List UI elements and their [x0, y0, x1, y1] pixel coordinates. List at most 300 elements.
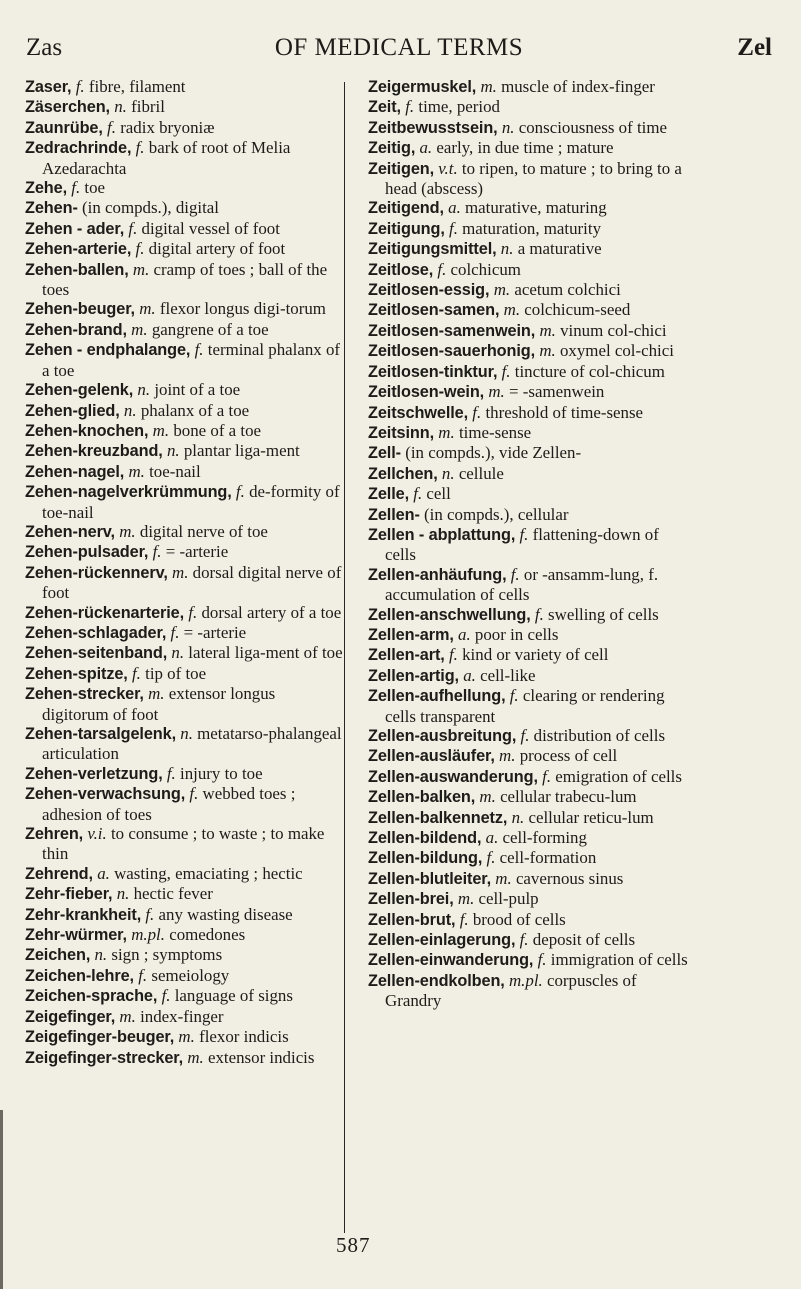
page-edge-shadow	[0, 1110, 3, 1289]
dictionary-entry	[25, 603, 345, 623]
dictionary-entry	[25, 563, 345, 603]
dictionary-entry	[25, 643, 345, 663]
dictionary-entry	[368, 484, 693, 504]
entry-definition: flexor longus digi-torum	[159, 299, 326, 319]
entry-term: Zehen-kreuzband,	[25, 442, 163, 461]
entry-grammar: m.	[128, 461, 145, 481]
entry-definition: comedones	[169, 925, 246, 945]
entry-grammar: m.pl.	[131, 925, 165, 945]
entry-grammar: n.	[500, 239, 514, 259]
dictionary-entry	[25, 864, 345, 884]
entry-definition: radix bryoniæ	[120, 117, 215, 137]
entry-grammar: m.	[187, 1047, 204, 1067]
entry-term: Zellen-bildend,	[368, 829, 482, 848]
entry-definition: maturation, maturity	[462, 218, 602, 238]
entry-grammar: f.	[449, 218, 458, 238]
entry-grammar: f.	[138, 965, 148, 985]
entry-grammar: f.	[235, 482, 245, 502]
entry-term: Zehen-spitze,	[25, 664, 128, 683]
dictionary-entry	[25, 764, 345, 784]
dictionary-entry	[368, 666, 693, 686]
dictionary-entry	[368, 219, 693, 239]
entry-definition: cell-formation	[499, 848, 597, 868]
entry-definition: = -arterie	[183, 622, 247, 642]
dictionary-entry	[25, 401, 345, 421]
entry-grammar: m.	[131, 319, 148, 339]
entry-definition: extensor indicis	[207, 1047, 315, 1067]
entry-definition: bone of a toe	[173, 420, 262, 440]
entry-term: Zehen-rückenarterie,	[25, 603, 185, 622]
entry-definition: cavernous sinus	[515, 868, 624, 888]
dictionary-entry	[368, 605, 693, 625]
dictionary-entry	[25, 462, 345, 482]
dictionary-entry	[25, 118, 345, 138]
dictionary-entry	[368, 930, 693, 950]
entry-grammar: m.	[495, 868, 512, 888]
entry-definition: dorsal digital nerve of foot	[42, 562, 342, 603]
entry-definition: acetum colchici	[514, 280, 621, 300]
entry-definition: distribution of cells	[533, 726, 666, 745]
entry-definition: cell-like	[480, 665, 536, 685]
entry-term: Zaunrübe,	[25, 118, 103, 137]
dictionary-entry	[25, 97, 345, 117]
entry-term: Zehen - ader,	[25, 219, 125, 238]
entry-definition: tincture of col-chicum	[514, 361, 665, 381]
entry-grammar: a.	[448, 198, 461, 218]
entry-term: Zehen-ballen,	[25, 260, 129, 279]
entry-term: Zell-	[368, 444, 401, 463]
entry-grammar: f.	[537, 950, 547, 970]
entry-definition: cellular reticu-lum	[528, 807, 654, 827]
entry-term: Zehen-verletzung,	[25, 764, 163, 783]
entry-grammar: f.	[486, 848, 496, 868]
dictionary-entry	[25, 905, 345, 925]
entry-term: Zellen-art,	[368, 646, 445, 665]
entry-definition: any wasting disease	[158, 904, 293, 924]
entry-grammar: f.	[131, 663, 141, 683]
entry-definition: flattening-down of cells	[385, 524, 659, 565]
dictionary-entry	[368, 686, 693, 726]
dictionary-entry	[368, 159, 693, 199]
entry-term: Zellen-einwanderung,	[368, 951, 534, 970]
page-header	[26, 34, 772, 74]
entry-definition: swelling of cells	[548, 604, 659, 624]
entry-grammar: m.	[539, 320, 556, 340]
dictionary-entry	[368, 403, 693, 423]
entry-term: Zehen-arterie,	[25, 240, 132, 259]
entry-term: Zellen-bildung,	[368, 849, 483, 868]
entry-term: Zellen-anschwellung,	[368, 605, 531, 624]
entry-grammar: f.	[152, 542, 162, 562]
entry-definition: cell-pulp	[478, 889, 539, 909]
entry-term: Zehr-krankheit,	[25, 905, 142, 924]
entry-term: Zeitsinn,	[368, 423, 435, 442]
entry-definition: oxymel col-chici	[559, 341, 674, 361]
entry-term: Zelle,	[368, 485, 410, 504]
dictionary-entry	[368, 464, 693, 484]
entry-definition: plantar liga-ment	[183, 441, 300, 461]
right-column	[368, 77, 693, 1011]
dictionary-entry	[25, 219, 345, 239]
entry-grammar: f.	[188, 602, 198, 622]
entry-grammar: f.	[448, 645, 458, 665]
dictionary-entry	[25, 884, 345, 904]
entry-term: Zehen-tarsalgelenk,	[25, 725, 177, 743]
entry-term: Zehen-schlagader,	[25, 623, 167, 642]
dictionary-entry	[368, 645, 693, 665]
entry-grammar: f.	[135, 138, 145, 158]
entry-term: Zehen-verwachsung,	[25, 785, 186, 804]
column-divider	[344, 82, 345, 1233]
entry-grammar: m.	[503, 300, 521, 320]
dictionary-entry	[25, 260, 345, 300]
entry-term: Zellen - abplattung,	[368, 525, 516, 544]
dictionary-entry	[25, 623, 345, 643]
dictionary-entry	[368, 808, 693, 828]
entry-definition: terminal phalanx of a toe	[42, 340, 341, 380]
dictionary-entry	[25, 925, 345, 945]
entry-definition: de-formity of toe-nail	[42, 482, 340, 522]
entry-grammar: m.	[139, 299, 156, 319]
entry-term: Zehen-glied,	[25, 401, 120, 420]
entry-grammar: f.	[128, 218, 138, 238]
entry-grammar: m.	[488, 382, 505, 402]
entry-grammar: f.	[459, 909, 469, 929]
entry-definition: index-finger	[140, 1006, 224, 1026]
dictionary-entry	[25, 824, 345, 864]
entry-term: Zeitigend,	[368, 199, 444, 218]
entry-term: Zehen-nagelverkrümmung,	[25, 483, 232, 502]
entry-term: Zeigermuskel,	[368, 78, 477, 96]
dictionary-entry	[368, 971, 693, 1011]
entry-term: Zeitbewusstsein,	[368, 118, 498, 137]
dictionary-entry	[368, 565, 693, 605]
dictionary-entry	[368, 767, 693, 787]
entry-term: Zeitig,	[368, 139, 416, 158]
left-column	[25, 77, 345, 1068]
entry-grammar: f.	[437, 259, 447, 279]
entry-definition: threshold of time-sense	[485, 402, 644, 422]
dictionary-entry	[368, 625, 693, 645]
entry-definition: semeiology	[151, 965, 230, 985]
entry-term: Zehen-nagel,	[25, 462, 125, 481]
entry-definition: flexor indicis	[199, 1027, 289, 1047]
dictionary-entry	[25, 441, 345, 461]
entry-definition: bark of root of Melia Azedarachta	[42, 138, 291, 178]
entry-term: Zehen-rückennerv,	[25, 563, 168, 582]
entry-grammar: n.	[511, 807, 525, 827]
entry-definition: cellular trabecu-lum	[500, 787, 637, 807]
entry-grammar: f.	[542, 766, 552, 786]
entry-term: Zeigefinger-beuger,	[25, 1028, 175, 1047]
entry-grammar: m.	[148, 684, 165, 704]
header-last-entry: Zel	[737, 34, 772, 61]
entry-term: Zeitschwelle,	[368, 403, 469, 422]
entry-term: Zellen-artig,	[368, 666, 459, 685]
entry-term: Zehe,	[25, 179, 68, 198]
entry-grammar: a.	[97, 863, 110, 883]
entry-definition: (in compds.), vide Zellen-	[405, 443, 582, 463]
dictionary-entry	[25, 542, 345, 562]
entry-grammar: v.i.	[87, 824, 107, 844]
dictionary-entry	[368, 726, 693, 746]
entry-grammar: n.	[171, 643, 185, 663]
entry-grammar: n.	[123, 400, 137, 420]
entry-term: Zehen-pulsader,	[25, 543, 149, 562]
dictionary-entry	[25, 684, 345, 724]
entry-grammar: f.	[189, 784, 199, 804]
dictionary-entry	[368, 828, 693, 848]
entry-definition: colchicum-seed	[524, 300, 631, 320]
entry-grammar: f.	[520, 726, 530, 745]
dictionary-entry	[25, 784, 345, 824]
entry-term: Zellen-ausbreitung,	[368, 727, 517, 745]
dictionary-entry	[25, 945, 345, 965]
dictionary-entry	[368, 362, 693, 382]
entry-grammar: f.	[194, 340, 204, 360]
entry-definition: toe-nail	[149, 461, 201, 481]
entry-definition: injury to toe	[180, 763, 263, 783]
entry-term: Zeitlose,	[368, 260, 434, 279]
entry-term: Zellen-endkolben,	[368, 971, 505, 990]
dictionary-entry	[25, 1007, 345, 1027]
entry-grammar: f.	[166, 763, 176, 783]
entry-term: Zaser,	[25, 78, 72, 96]
dictionary-entry	[368, 525, 693, 565]
dictionary-entry	[368, 889, 693, 909]
entry-definition: cramp of toes ; ball of the toes	[42, 259, 328, 300]
entry-term: Zeitlosen-samen,	[368, 301, 500, 320]
entry-definition: = -arterie	[165, 542, 229, 562]
entry-grammar: v.t.	[438, 158, 458, 178]
entry-term: Zäserchen,	[25, 98, 110, 117]
entry-definition: muscle of index-finger	[501, 77, 655, 96]
entry-definition: cell-forming	[502, 828, 587, 848]
entry-grammar: a.	[485, 828, 499, 848]
entry-definition: colchicum	[450, 259, 521, 279]
entry-definition: time, period	[418, 97, 500, 117]
entry-grammar: f.	[135, 239, 145, 259]
entry-definition: brood of cells	[472, 909, 566, 929]
dictionary-entry	[25, 482, 345, 522]
entry-grammar: m.	[178, 1027, 195, 1047]
entry-definition: cell	[426, 484, 451, 504]
entry-grammar: n.	[114, 97, 127, 117]
entry-term: Zellen-brei,	[368, 890, 454, 909]
entry-grammar: m.pl.	[508, 970, 543, 990]
entry-grammar: f.	[145, 904, 155, 924]
entry-definition: digital nerve of toe	[139, 521, 268, 541]
entry-grammar: m.	[479, 787, 496, 807]
entry-definition: vinum col-chici	[560, 320, 667, 340]
entry-grammar: n.	[116, 884, 130, 904]
entry-term: Zehen-strecker,	[25, 685, 144, 704]
entry-definition: early, in due time ; mature	[436, 138, 614, 158]
entry-definition: joint of a toe	[154, 380, 241, 400]
dictionary-entry	[368, 118, 693, 138]
entry-grammar: m.	[457, 889, 475, 909]
entry-grammar: f.	[405, 97, 415, 117]
entry-grammar: f.	[413, 484, 423, 504]
entry-term: Zeitlosen-wein,	[368, 383, 485, 402]
entry-term: Zellen-aufhellung,	[368, 687, 506, 706]
entry-term: Zeitlosen-tinktur,	[368, 362, 498, 381]
entry-term: Zeitlosen-samenwein,	[368, 321, 536, 340]
entry-definition: deposit of cells	[532, 930, 636, 950]
entry-term: Zellen-balkennetz,	[368, 808, 508, 827]
dictionary-entry	[368, 260, 693, 280]
entry-definition: immigration of cells	[550, 950, 688, 970]
entry-term: Zellen-anhäufung,	[368, 565, 507, 584]
entry-term: Zehen-brand,	[25, 320, 127, 339]
header-title: OF MEDICAL TERMS	[274, 34, 524, 61]
entry-grammar: f.	[71, 178, 81, 198]
dictionary-entry	[368, 950, 693, 970]
entry-grammar: f.	[170, 622, 180, 642]
entry-term: Zeichen-sprache,	[25, 987, 158, 1006]
entry-definition: fibril	[131, 97, 165, 117]
entry-grammar: f.	[472, 402, 482, 422]
dictionary-entry	[25, 1048, 345, 1068]
entry-term: Zehren,	[25, 825, 84, 844]
dictionary-entry	[368, 848, 693, 868]
entry-definition: to consume ; to waste ; to make thin	[42, 824, 325, 864]
entry-definition: = -samenwein	[509, 382, 605, 402]
entry-definition: language of signs	[174, 986, 293, 1006]
dictionary-entry	[25, 340, 345, 380]
dictionary-entry	[25, 239, 345, 259]
entry-term: Zeitigungsmittel,	[368, 240, 497, 259]
dictionary-entry	[25, 299, 345, 319]
entry-grammar: m.	[539, 341, 556, 361]
entry-term: Zehen - endphalange,	[25, 341, 191, 360]
entry-definition: consciousness of time	[518, 117, 667, 137]
entry-term: Zeichen-lehre,	[25, 966, 134, 985]
entry-definition: dorsal artery of a toe	[201, 602, 342, 622]
entry-definition: wasting, emaciating ; hectic	[114, 863, 303, 883]
entry-grammar: f.	[510, 564, 520, 584]
entry-definition: corpuscles of Grandry	[385, 970, 637, 1011]
entry-term: Zehen-seitenband,	[25, 644, 168, 663]
entry-definition: gangrene of a toe	[151, 319, 269, 339]
entry-grammar: n.	[441, 463, 455, 483]
entry-grammar: a.	[463, 665, 476, 685]
entry-term: Zellen-balken,	[368, 788, 476, 807]
entry-term: Zellen-brut,	[368, 910, 456, 929]
dictionary-entry	[368, 443, 693, 463]
entry-grammar: n.	[501, 117, 515, 137]
entry-term: Zedrachrinde,	[25, 139, 132, 158]
dictionary-entry	[368, 787, 693, 807]
entry-term: Zehrend,	[25, 864, 93, 883]
entry-grammar: f.	[501, 361, 511, 381]
entry-definition: digital artery of foot	[148, 239, 286, 259]
entry-definition: or -ansamm-lung, f. accumulation of cells	[385, 564, 659, 605]
entry-term: Zellen-blutleiter,	[368, 869, 492, 888]
entry-grammar: f.	[534, 604, 544, 624]
entry-definition: a maturative	[517, 239, 602, 259]
dictionary-entry	[25, 380, 345, 400]
entry-definition: (in compds.), digital	[82, 198, 219, 218]
dictionary-entry	[368, 869, 693, 889]
dictionary-entry	[368, 505, 693, 525]
entry-definition: hectic fever	[133, 884, 213, 904]
entry-definition: poor in cells	[474, 624, 559, 644]
entry-grammar: f.	[519, 930, 529, 950]
entry-grammar: n.	[137, 380, 151, 400]
entry-grammar: f.	[161, 986, 171, 1006]
entry-term: Zellchen,	[368, 464, 438, 483]
entry-term: Zehr-fieber,	[25, 885, 113, 904]
entry-term: Zeitigen,	[368, 159, 435, 178]
entry-grammar: f.	[107, 117, 116, 137]
entry-term: Zehen-knochen,	[25, 421, 149, 440]
entry-grammar: m.	[119, 1006, 136, 1026]
entry-definition: fibre, filament	[88, 77, 186, 96]
entry-grammar: m.	[480, 77, 497, 96]
entry-term: Zehen-beuger,	[25, 300, 135, 319]
entry-grammar: m.	[493, 280, 511, 300]
dictionary-entry	[25, 986, 345, 1006]
entry-definition: emigration of cells	[555, 766, 682, 786]
entry-term: Zehr-würmer,	[25, 926, 127, 945]
entry-definition: toe	[84, 178, 106, 198]
entry-term: Zeichen,	[25, 946, 91, 965]
page-number: 587	[336, 1233, 371, 1257]
dictionary-entry	[368, 198, 693, 218]
entry-definition: phalanx of a toe	[140, 400, 250, 420]
dictionary-entry	[368, 341, 693, 361]
dictionary-entry	[25, 138, 345, 178]
entry-term: Zeitlosen-sauerhonig,	[368, 342, 536, 361]
entry-term: Zehen-nerv,	[25, 522, 115, 541]
entry-definition: to ripen, to mature ; to bring to a head (abscess)	[385, 158, 682, 199]
entry-definition: process of cell	[519, 746, 618, 766]
dictionary-entry	[25, 1027, 345, 1047]
dictionary-entry	[368, 910, 693, 930]
dictionary-entry	[368, 382, 693, 402]
dictionary-entry	[368, 280, 693, 300]
dictionary-entry	[25, 77, 345, 97]
entry-grammar: a.	[419, 138, 433, 158]
entry-definition: sign ; symptoms	[111, 945, 223, 965]
entry-definition: digital vessel of foot	[141, 218, 280, 238]
entry-term: Zellen-auswanderung,	[368, 767, 538, 786]
dictionary-entry	[25, 966, 345, 986]
entry-definition: clearing or rendering cells transparent	[385, 686, 665, 726]
entry-term: Zellen-	[368, 505, 420, 524]
dictionary-entry	[368, 239, 693, 259]
header-first-entry: Zas	[26, 34, 63, 61]
entry-term: Zeit,	[368, 98, 401, 117]
entry-definition: cellule	[458, 463, 504, 483]
dictionary-entry	[25, 198, 345, 218]
dictionary-entry	[368, 138, 693, 158]
entry-term: Zellen-einlagerung,	[368, 931, 516, 950]
entry-term: Zeigefinger-strecker,	[25, 1048, 184, 1067]
entry-grammar: m.	[132, 259, 150, 279]
entry-term: Zellen-arm,	[368, 625, 454, 644]
entry-term: Zeitlosen-essig,	[368, 281, 490, 300]
dictionary-entry	[25, 320, 345, 340]
entry-grammar: f.	[75, 77, 85, 96]
entry-definition: extensor longus digitorum of foot	[42, 684, 276, 724]
entry-definition: tip of toe	[145, 663, 207, 683]
dictionary-entry	[368, 423, 693, 443]
entry-term: Zehen-	[25, 199, 78, 218]
entry-term: Zellen-ausläufer,	[368, 747, 495, 766]
dictionary-entry	[25, 664, 345, 684]
